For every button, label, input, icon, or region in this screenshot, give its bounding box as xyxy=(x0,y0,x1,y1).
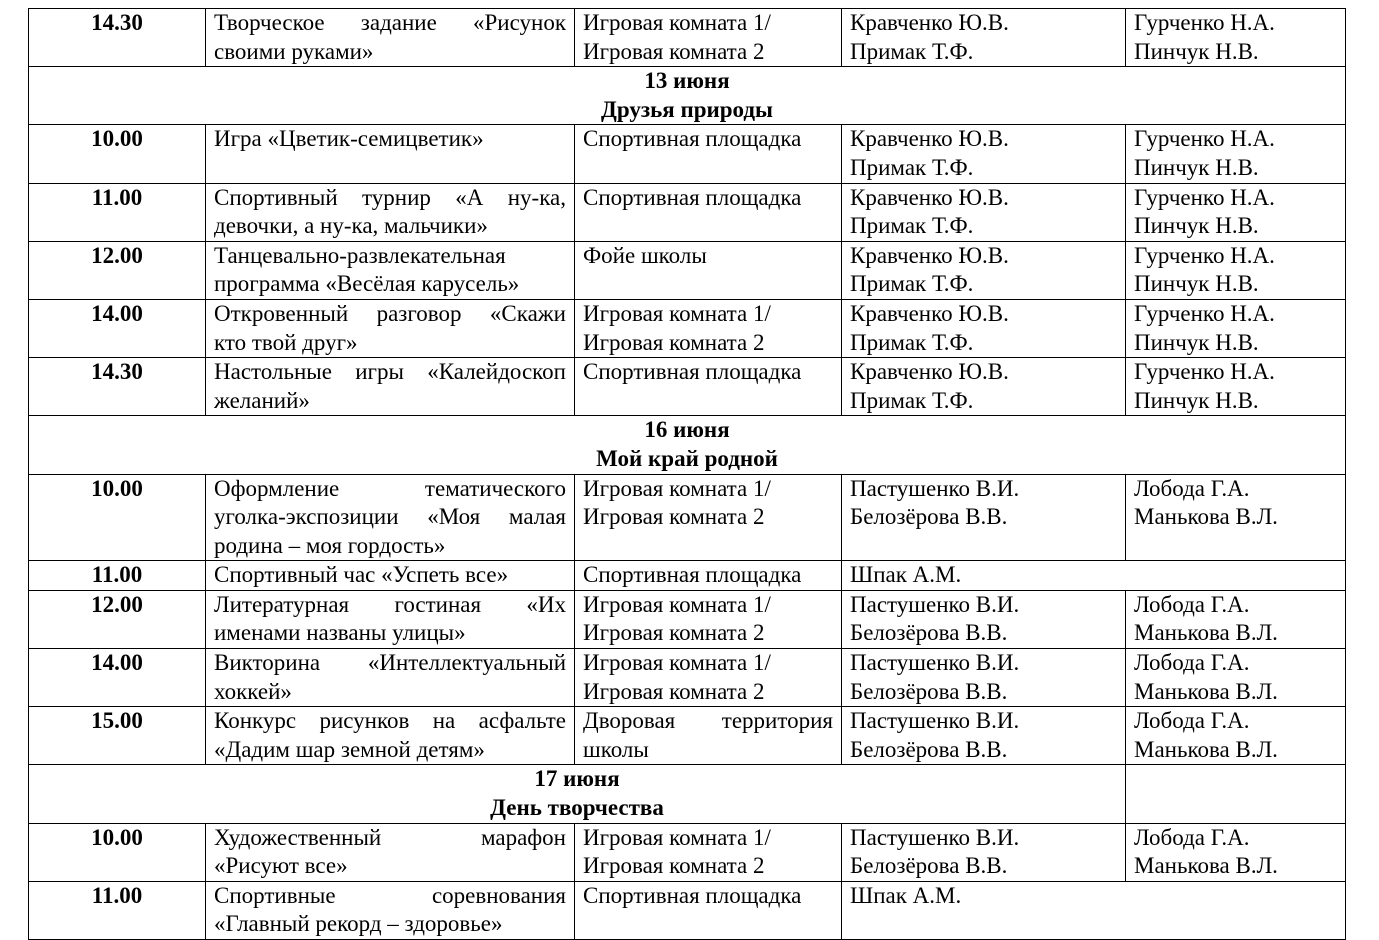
place-cell xyxy=(575,590,842,648)
event-cell xyxy=(206,590,575,648)
responsible-cell xyxy=(842,474,1126,561)
responsible-2-cell xyxy=(1126,358,1346,416)
day-theme: День творчества xyxy=(490,795,664,821)
place-cell-line: Спортивная площадка xyxy=(583,359,802,385)
responsible-2-cell-line: Пинчук Н.В. xyxy=(1134,271,1259,297)
responsible-cell-line: Пастушенко В.И. xyxy=(850,650,1020,676)
responsible-2-cell-line: Пинчук Н.В. xyxy=(1134,329,1259,355)
event-cell xyxy=(206,241,575,299)
place-cell xyxy=(575,707,842,765)
responsible-cell-line: Белозёрова В.В. xyxy=(850,853,1008,879)
day-header xyxy=(29,67,1346,125)
event-cell-line: Художественный марафон xyxy=(214,824,566,850)
responsible-2-cell-line: Лобода Г.А. xyxy=(1134,650,1250,676)
event-cell-line: родина – моя гордость» xyxy=(214,532,446,558)
responsible-2-cell-line: Манькова В.Л. xyxy=(1134,620,1278,646)
responsible-cell xyxy=(842,125,1126,183)
responsible-cell xyxy=(842,707,1126,765)
event-row xyxy=(29,707,1346,765)
responsible-2-cell xyxy=(1126,649,1346,707)
day-header-row xyxy=(29,67,1346,125)
time-cell: 10.00 xyxy=(29,125,206,183)
place-cell-line: Игровая комната 1/ xyxy=(583,650,771,676)
place-cell-line: Дворовая территория xyxy=(583,708,833,734)
schedule-body xyxy=(29,9,1346,940)
responsible-2-cell-line: Манькова В.Л. xyxy=(1134,504,1278,530)
day-header-row xyxy=(29,416,1346,474)
time-cell: 11.00 xyxy=(29,881,206,939)
event-row xyxy=(29,299,1346,357)
responsible-cell xyxy=(842,358,1126,416)
responsible-2-cell-line: Манькова В.Л. xyxy=(1134,736,1278,762)
event-cell-line: Творческое задание «Рисунок xyxy=(214,10,566,35)
event-cell-line: уголка-экспозиции «Моя малая xyxy=(214,504,566,530)
responsible-cell-line: Кравченко Ю.В. xyxy=(850,10,1009,35)
time-cell: 14.00 xyxy=(29,299,206,357)
time-cell: 10.00 xyxy=(29,823,206,881)
responsible-cell-line: Шпак А.М. xyxy=(850,882,962,908)
day-header xyxy=(29,765,1126,823)
place-cell xyxy=(575,125,842,183)
place-cell-line: школы xyxy=(583,736,649,762)
responsible-2-cell xyxy=(1126,241,1346,299)
responsible-cell-line: Кравченко Ю.В. xyxy=(850,242,1009,268)
event-cell xyxy=(206,707,575,765)
time-cell: 14.30 xyxy=(29,358,206,416)
responsible-2-cell-line: Пинчук Н.В. xyxy=(1134,38,1259,64)
event-row xyxy=(29,561,1346,591)
responsible-2-cell xyxy=(1126,125,1346,183)
place-cell xyxy=(575,474,842,561)
responsible-2-cell-line: Гурченко Н.А. xyxy=(1134,359,1275,385)
day-date: 17 июня xyxy=(534,766,620,792)
event-cell-line: «Дадим шар земной детям» xyxy=(214,736,485,762)
event-cell xyxy=(206,299,575,357)
responsible-2-cell-line: Гурченко Н.А. xyxy=(1134,126,1275,152)
place-cell-line: Игровая комната 1/ xyxy=(583,10,771,35)
responsible-cell-line: Пастушенко В.И. xyxy=(850,824,1020,850)
event-cell-line: Игра «Цветик-семицветик» xyxy=(214,126,484,152)
responsible-cell xyxy=(842,241,1126,299)
place-cell xyxy=(575,241,842,299)
responsible-cell-line: Кравченко Ю.В. xyxy=(850,359,1009,385)
event-cell xyxy=(206,125,575,183)
responsible-cell-line: Белозёрова В.В. xyxy=(850,678,1008,704)
event-cell-line: «Рисуют все» xyxy=(214,853,348,879)
responsible-cell-line: Белозёрова В.В. xyxy=(850,620,1008,646)
responsible-cell-line: Пастушенко В.И. xyxy=(850,708,1020,734)
time-cell: 14.00 xyxy=(29,649,206,707)
responsible-cell-line: Примак Т.Ф. xyxy=(850,387,974,413)
day-theme: Друзья природы xyxy=(601,96,773,122)
responsible-2-cell-line: Гурченко Н.А. xyxy=(1134,10,1275,35)
place-cell-line: Игровая комната 1/ xyxy=(583,591,771,617)
event-cell-line: программа «Весёлая карусель» xyxy=(214,271,520,297)
event-cell-line: «Главный рекорд – здоровье» xyxy=(214,911,503,937)
place-cell xyxy=(575,358,842,416)
responsible-2-cell-line: Лобода Г.А. xyxy=(1134,475,1250,501)
event-cell-line: желаний» xyxy=(214,387,310,413)
event-row xyxy=(29,241,1346,299)
responsible-cell xyxy=(842,183,1126,241)
responsible-2-cell-line: Пинчук Н.В. xyxy=(1134,387,1259,413)
place-cell-line: Игровая комната 2 xyxy=(583,853,765,879)
responsible-2-cell xyxy=(1126,9,1346,67)
event-row xyxy=(29,823,1346,881)
day-header-row xyxy=(29,765,1346,823)
responsible-2-cell-line: Лобода Г.А. xyxy=(1134,591,1250,617)
event-row xyxy=(29,183,1346,241)
responsible-2-cell xyxy=(1126,299,1346,357)
place-cell-line: Игровая комната 2 xyxy=(583,504,765,530)
responsible-2-cell-line: Гурченко Н.А. xyxy=(1134,242,1275,268)
place-cell-line: Фойе школы xyxy=(583,242,707,268)
responsible-cell xyxy=(842,9,1126,67)
event-row xyxy=(29,881,1346,939)
event-cell-line: именами названы улицы» xyxy=(214,620,466,646)
responsible-2-cell-line: Лобода Г.А. xyxy=(1134,708,1250,734)
event-row xyxy=(29,590,1346,648)
place-cell-line: Игровая комната 1/ xyxy=(583,475,771,501)
event-cell-line: Викторина «Интеллектуальный xyxy=(214,650,566,676)
time-cell: 11.00 xyxy=(29,183,206,241)
day-header xyxy=(29,416,1346,474)
event-row xyxy=(29,358,1346,416)
place-cell-line: Игровая комната 2 xyxy=(583,329,765,355)
place-cell xyxy=(575,881,842,939)
responsible-2-cell-line: Пинчук Н.В. xyxy=(1134,154,1259,180)
responsible-cell-line: Примак Т.Ф. xyxy=(850,38,974,64)
responsible-cell-line: Кравченко Ю.В. xyxy=(850,300,1009,326)
responsible-cell xyxy=(842,649,1126,707)
responsible-2-cell xyxy=(1126,823,1346,881)
time-cell: 11.00 xyxy=(29,561,206,591)
event-cell-line: Спортивный час «Успеть все» xyxy=(214,562,509,588)
time-cell: 10.00 xyxy=(29,474,206,561)
event-cell-line: Спортивный турнир «А ну-ка, xyxy=(214,184,566,210)
event-row xyxy=(29,474,1346,561)
responsible-cell xyxy=(842,823,1126,881)
event-row xyxy=(29,649,1346,707)
responsible-2-cell xyxy=(1126,707,1346,765)
responsible-cell-line: Пастушенко В.И. xyxy=(850,591,1020,617)
responsible-2-cell-line: Пинчук Н.В. xyxy=(1134,213,1259,239)
responsible-2-cell-line: Гурченко Н.А. xyxy=(1134,300,1275,326)
event-cell-line: Спортивные соревнования xyxy=(214,882,566,908)
event-cell-line: девочки, а ну-ка, мальчики» xyxy=(214,213,488,239)
event-cell xyxy=(206,881,575,939)
responsible-cell xyxy=(842,299,1126,357)
event-cell xyxy=(206,183,575,241)
event-cell-line: Оформление тематического xyxy=(214,475,566,501)
event-cell xyxy=(206,9,575,67)
schedule-table xyxy=(28,8,1346,940)
responsible-cell xyxy=(842,590,1126,648)
event-cell xyxy=(206,474,575,561)
event-cell-line: своими руками» xyxy=(214,38,374,64)
event-cell xyxy=(206,561,575,591)
responsible-cell-line: Шпак А.М. xyxy=(850,562,962,588)
place-cell-line: Игровая комната 2 xyxy=(583,620,765,646)
event-cell xyxy=(206,358,575,416)
responsible-cell-line: Примак Т.Ф. xyxy=(850,154,974,180)
day-theme: Мой край родной xyxy=(596,445,778,471)
event-row xyxy=(29,9,1346,67)
place-cell xyxy=(575,9,842,67)
responsible-2-cell-line: Лобода Г.А. xyxy=(1134,824,1250,850)
responsible-2-cell xyxy=(1126,590,1346,648)
place-cell-line: Игровая комната 2 xyxy=(583,678,765,704)
place-cell-line: Спортивная площадка xyxy=(583,126,802,152)
event-cell-line: Литературная гостиная «Их xyxy=(214,591,566,617)
event-cell xyxy=(206,823,575,881)
event-cell-line: Настольные игры «Калейдоскоп xyxy=(214,359,566,385)
responsible-cell-line: Пастушенко В.И. xyxy=(850,475,1020,501)
place-cell-line: Игровая комната 1/ xyxy=(583,824,771,850)
event-cell-line: Танцевально-развлекательная xyxy=(214,242,506,268)
responsible-cell-line: Белозёрова В.В. xyxy=(850,504,1008,530)
empty-cell xyxy=(1126,765,1346,823)
responsible-2-cell-line: Гурченко Н.А. xyxy=(1134,184,1275,210)
responsible-2-cell-line: Манькова В.Л. xyxy=(1134,678,1278,704)
event-cell xyxy=(206,649,575,707)
place-cell xyxy=(575,183,842,241)
responsible-cell-line: Примак Т.Ф. xyxy=(850,213,974,239)
responsible-cell-line: Примак Т.Ф. xyxy=(850,271,974,297)
day-date: 13 июня xyxy=(644,68,730,94)
responsible-cell-line: Кравченко Ю.В. xyxy=(850,184,1009,210)
place-cell-line: Спортивная площадка xyxy=(583,184,802,210)
place-cell-line: Спортивная площадка xyxy=(583,882,802,908)
responsible-2-cell xyxy=(1126,183,1346,241)
place-cell xyxy=(575,823,842,881)
day-date: 16 июня xyxy=(644,417,730,443)
time-cell: 12.00 xyxy=(29,241,206,299)
place-cell xyxy=(575,649,842,707)
place-cell-line: Игровая комната 1/ xyxy=(583,300,771,326)
responsible-cell xyxy=(842,561,1346,591)
responsible-cell xyxy=(842,881,1346,939)
time-cell: 12.00 xyxy=(29,590,206,648)
time-cell: 14.30 xyxy=(29,9,206,67)
place-cell xyxy=(575,561,842,591)
event-cell-line: хоккей» xyxy=(214,678,292,704)
time-cell: 15.00 xyxy=(29,707,206,765)
event-cell-line: кто твой друг» xyxy=(214,329,358,355)
place-cell-line: Игровая комната 2 xyxy=(583,38,765,64)
place-cell-line: Спортивная площадка xyxy=(583,562,802,588)
responsible-cell-line: Белозёрова В.В. xyxy=(850,736,1008,762)
event-row xyxy=(29,125,1346,183)
responsible-cell-line: Кравченко Ю.В. xyxy=(850,126,1009,152)
responsible-2-cell-line: Манькова В.Л. xyxy=(1134,853,1278,879)
event-cell-line: Откровенный разговор «Скажи xyxy=(214,300,566,326)
event-cell-line: Конкурс рисунков на асфальте xyxy=(214,708,566,734)
responsible-cell-line: Примак Т.Ф. xyxy=(850,329,974,355)
responsible-2-cell xyxy=(1126,474,1346,561)
place-cell xyxy=(575,299,842,357)
